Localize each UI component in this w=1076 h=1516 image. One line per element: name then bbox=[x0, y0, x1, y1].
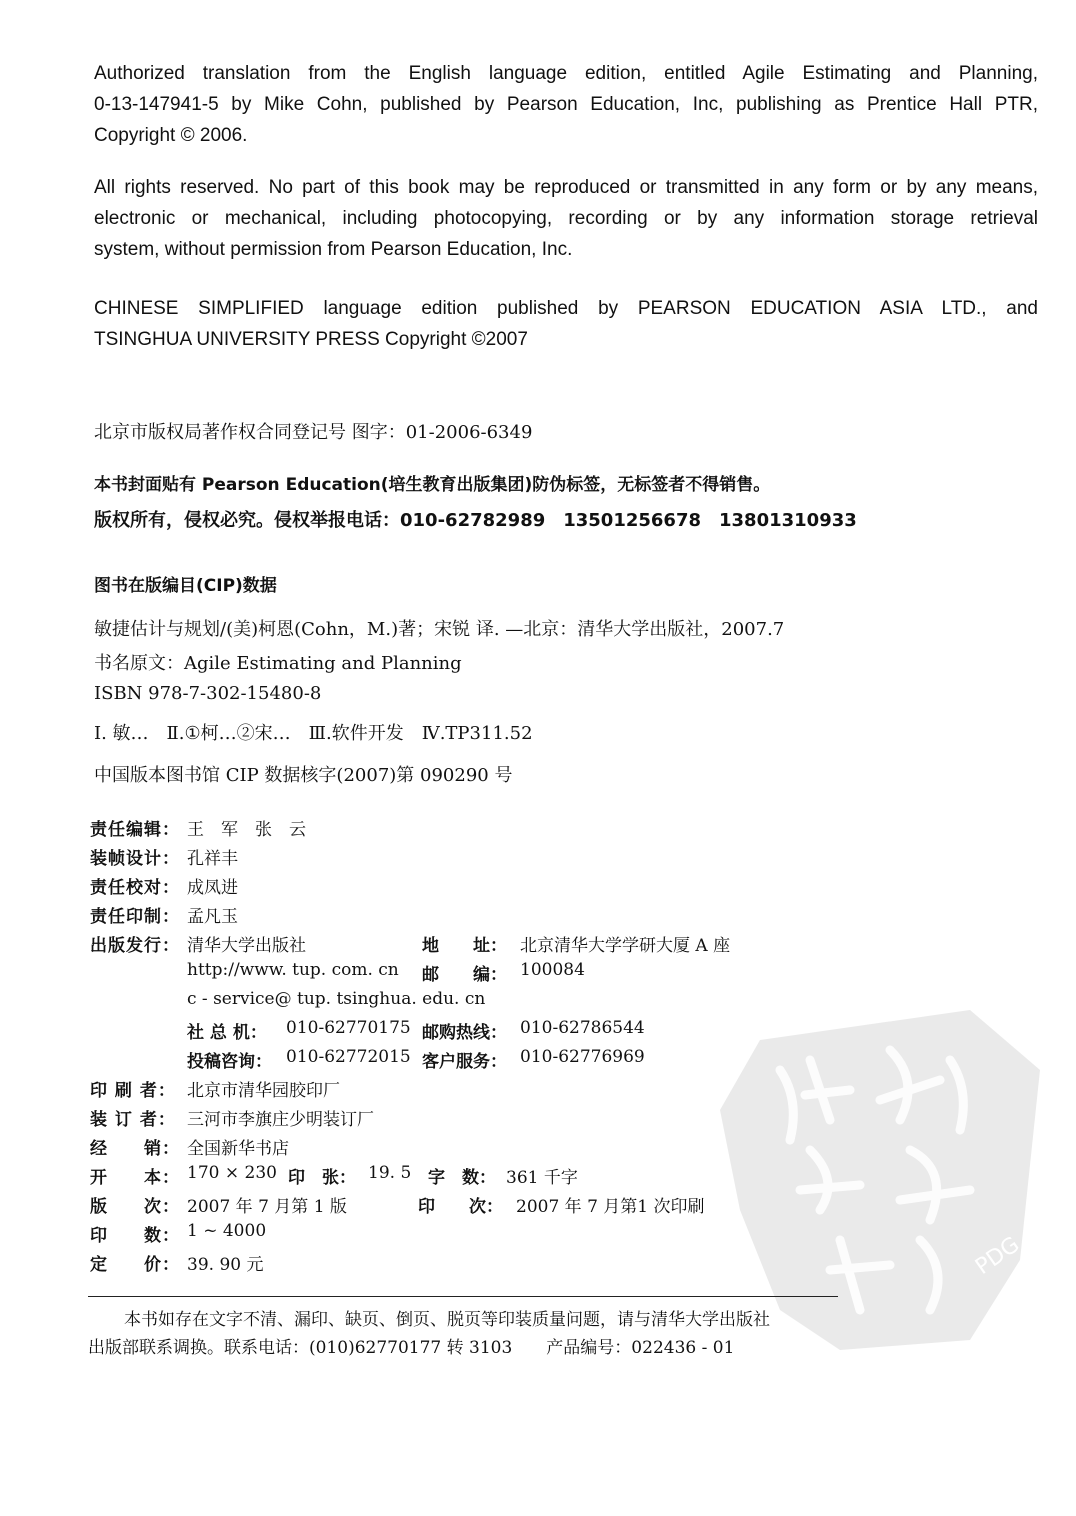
credit-value: 010-62772015 bbox=[286, 1047, 411, 1067]
seal-shape bbox=[720, 1010, 1040, 1350]
credit-label: 装帧设计： bbox=[90, 849, 180, 869]
credit-value: 39. 90 元 bbox=[187, 1255, 264, 1275]
text-line: All rights reserved. No part of this book may be reproduced or transmitted in any form or by any means, bbox=[94, 177, 1038, 198]
credit-value: 三河市李旗庄少明装订厂 bbox=[187, 1110, 374, 1130]
credit-label: 版 次： bbox=[90, 1197, 180, 1217]
registration-number: 北京市版权局著作权合同登记号 图字：01-2006-6349 bbox=[94, 422, 533, 443]
text-line: system, without permission from Pearson Education, Inc. bbox=[94, 239, 573, 260]
cip-heading: 图书在版编目(CIP)数据 bbox=[94, 576, 277, 596]
credit-label: 邮 编： bbox=[422, 965, 507, 985]
credit-value: 北京市清华园胶印厂 bbox=[187, 1081, 340, 1101]
credit-label: 投稿咨询： bbox=[187, 1052, 272, 1072]
credit-label: 定 价： bbox=[90, 1255, 180, 1275]
credit-label: 开 本： bbox=[90, 1168, 180, 1188]
credit-value: 王 军 张 云 bbox=[187, 820, 306, 840]
text-line: Authorized translation from the English language edition, entitled Agile Estimating and Planning, bbox=[94, 63, 1038, 84]
cip-approval-number: 中国版本图书馆 CIP 数据核字(2007)第 090290 号 bbox=[94, 765, 513, 786]
text-line: TSINGHUA UNIVERSITY PRESS Copyright ©2007 bbox=[94, 329, 528, 350]
credit-label: 字 数： bbox=[428, 1168, 496, 1188]
license-paragraph bbox=[94, 58, 1038, 151]
credit-label: 社 总 机： bbox=[187, 1023, 267, 1043]
text-line: 0-13-147941-5 by Mike Cohn, published by Pearson Education, Inc, publishing as Prentice Hall PTR, bbox=[94, 94, 1038, 115]
footer-notice: 本书如存在文字不清、漏印、缺页、倒页、脱页等印装质量问题，请与清华大学出版社 bbox=[124, 1310, 770, 1330]
credit-label: 经 销： bbox=[90, 1139, 180, 1159]
credit-label: 客户服务： bbox=[422, 1052, 507, 1072]
text-line: CHINESE SIMPLIFIED language edition published by PEARSON EDUCATION ASIA LTD., and bbox=[94, 298, 1038, 319]
credit-value: 010-62776969 bbox=[520, 1047, 645, 1067]
credit-value: 2007 年 7 月第1 次印刷 bbox=[516, 1197, 705, 1217]
cip-isbn: ISBN 978-7-302-15480-8 bbox=[94, 683, 322, 704]
publisher-url: http://www. tup. com. cn bbox=[187, 960, 399, 980]
text-line: Copyright © 2006. bbox=[94, 125, 248, 146]
credit-label: 责任校对： bbox=[90, 878, 180, 898]
footer-divider bbox=[88, 1296, 838, 1297]
credit-value: 170 × 230 bbox=[187, 1163, 277, 1183]
credit-value: 成凤进 bbox=[187, 878, 238, 898]
piracy-report-line: 版权所有，侵权必究。侵权举报电话：010-62782989 13501256678 13801310933 bbox=[94, 510, 857, 531]
credit-label: 印 次： bbox=[418, 1197, 503, 1217]
credit-label: 邮购热线： bbox=[422, 1023, 507, 1043]
cip-line: 书名原文：Agile Estimating and Planning bbox=[94, 653, 462, 674]
rights-paragraph bbox=[94, 172, 1038, 265]
chinese-edition-paragraph bbox=[94, 293, 1038, 355]
library-seal-watermark bbox=[720, 1010, 1050, 1350]
credit-value: 北京清华大学学研大厦 A 座 bbox=[520, 936, 731, 956]
credit-value: 1 ~ 4000 bbox=[187, 1221, 267, 1241]
cip-classification: Ⅰ. 敏… Ⅱ.①柯…②宋… Ⅲ.软件开发 Ⅳ.TP311.52 bbox=[94, 723, 533, 744]
credit-label: 出版发行： bbox=[90, 936, 180, 956]
credit-value: 孟凡玉 bbox=[187, 907, 238, 927]
credit-value: 100084 bbox=[520, 960, 585, 980]
credit-label: 印 张： bbox=[288, 1168, 356, 1188]
credit-value: 010-62786544 bbox=[520, 1018, 645, 1038]
credit-value: 010-62770175 bbox=[286, 1018, 411, 1038]
watermark-text: PDG bbox=[971, 1232, 1025, 1280]
publisher-email: c - service@ tup. tsinghua. edu. cn bbox=[187, 989, 486, 1009]
credit-label: 装 订 者： bbox=[90, 1110, 176, 1130]
credit-value: 全国新华书店 bbox=[187, 1139, 289, 1159]
credit-label: 印 刷 者： bbox=[90, 1081, 176, 1101]
footer-contact: 出版部联系调换。联系电话：(010)62770177 转 3103 产品编号：022436 - 01 bbox=[88, 1338, 735, 1358]
credit-value: 清华大学出版社 bbox=[187, 936, 306, 956]
credit-value: 孔祥丰 bbox=[187, 849, 238, 869]
credit-value: 361 千字 bbox=[506, 1168, 578, 1188]
anti-counterfeit-notice: 本书封面贴有 Pearson Education(培生教育出版集团)防伪标签，无标签者不得销售。 bbox=[94, 475, 771, 495]
credit-label: 印 数： bbox=[90, 1226, 180, 1246]
credit-label: 责任印制： bbox=[90, 907, 180, 927]
credit-label: 责任编辑： bbox=[90, 820, 180, 840]
credit-value: 19. 5 bbox=[368, 1163, 412, 1183]
credit-label: 地 址： bbox=[422, 936, 507, 956]
text-line: electronic or mechanical, including photocopying, recording or by any information storage retrieval bbox=[94, 208, 1038, 229]
credit-value: 2007 年 7 月第 1 版 bbox=[187, 1197, 347, 1217]
cip-line: 敏捷估计与规划/(美)柯恩(Cohn，M.)著；宋锐 译. —北京：清华大学出版社，2007.7 bbox=[94, 619, 785, 640]
